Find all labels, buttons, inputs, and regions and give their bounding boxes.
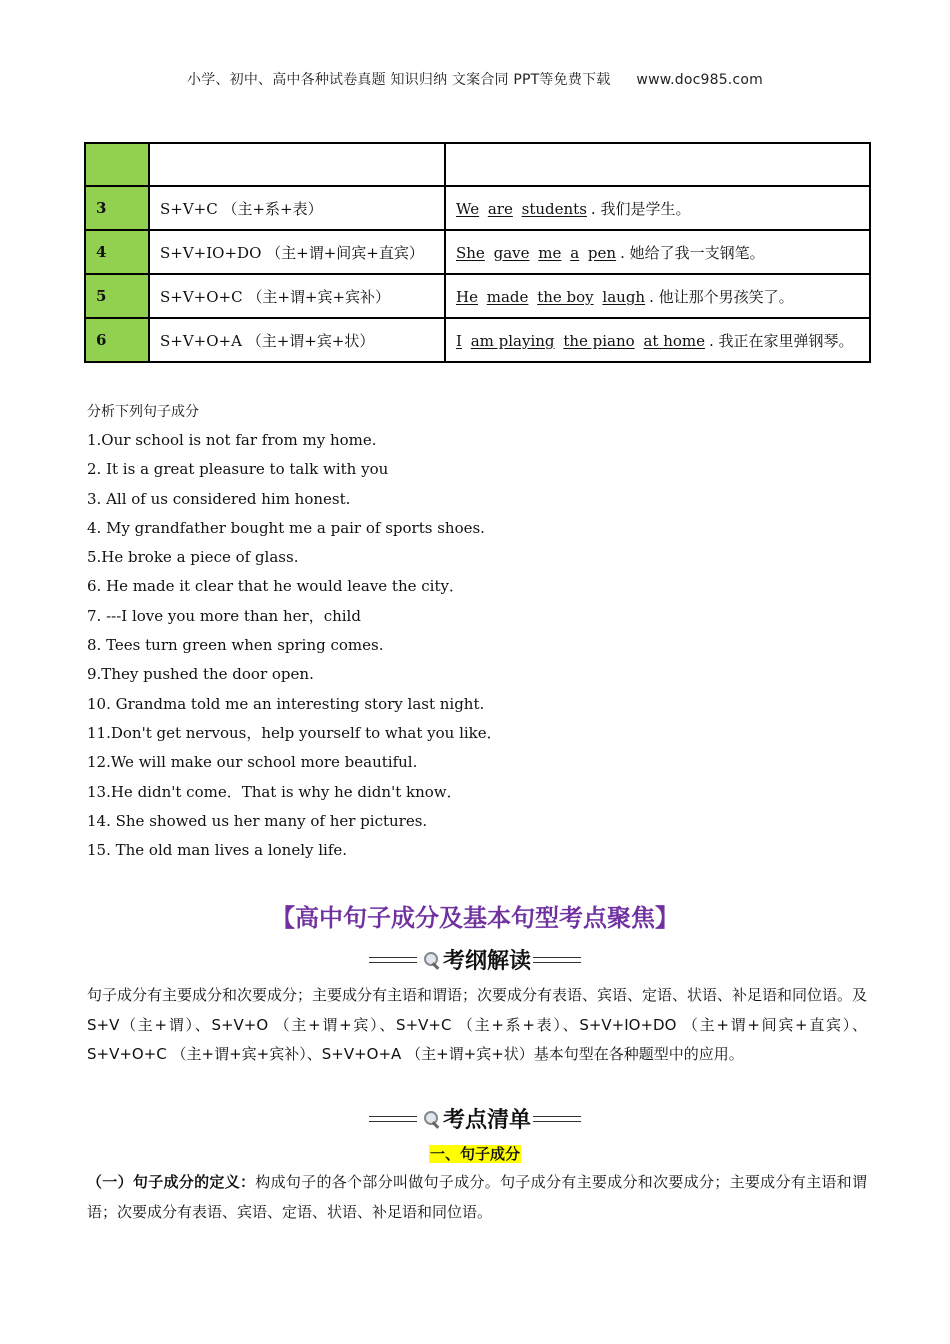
table-cell-num: 3 bbox=[85, 186, 149, 230]
example-verb: made bbox=[486, 287, 529, 306]
list-item: 9.They pushed the door open. bbox=[87, 665, 314, 684]
table-cell-num bbox=[85, 143, 149, 186]
table-row bbox=[85, 318, 870, 362]
header-url[interactable]: www.doc985.com bbox=[636, 72, 763, 88]
list-item: 8. Tees turn green when spring comes. bbox=[87, 636, 384, 655]
checklist-heading bbox=[0, 1103, 950, 1134]
example-object: the boy bbox=[537, 287, 594, 306]
example-adverbial: at home bbox=[643, 331, 705, 350]
list-item: 3. All of us considered him honest. bbox=[87, 489, 351, 508]
definition-label: （一）句子成分的定义： bbox=[87, 1173, 256, 1191]
syllabus-paragraph: 句子成分有主要成分和次要成分；主要成分有主语和谓语；次要成分有表语、宾语、定语、状语、补足语和同位语。及S+V（主+谓）、S+V+O （主+谓+宾）、S+V+C （主+系+表）、S+V+IO+DO （主+谓+间宾+直宾）、S+V+O+C （主+谓+宾+宾补）、S+V+O+A （主+谓+宾+状）基本句型在各种题型中的应用。 bbox=[87, 986, 868, 1063]
list-item: 10. Grandma told me an interesting story last night. bbox=[87, 694, 485, 713]
example-rest: . 我正在家里弹钢琴。 bbox=[709, 331, 854, 350]
list-item: 14. She showed us her many of her pictures. bbox=[87, 811, 428, 830]
double-rule-right bbox=[533, 1116, 581, 1122]
table-cell-num: 6 bbox=[85, 318, 149, 362]
magnifier-icon bbox=[423, 950, 441, 970]
table-cell-pattern: S+V+IO+DO （主+谓+间宾+直宾） bbox=[149, 230, 445, 274]
table-cell-pattern: S+V+O+A （主+谓+宾+状） bbox=[149, 318, 445, 362]
magnifier-icon bbox=[423, 1109, 441, 1129]
exercise-title: 分析下列句子成分 bbox=[87, 404, 199, 420]
double-rule-left bbox=[369, 1116, 417, 1122]
definition-text: 构成句子的各个部分叫做句子成分。句子成分有主要成分和次要成分；主要成分有主语和谓语；次要成分有表语、宾语、定语、状语、补足语和同位语。 bbox=[87, 1173, 867, 1221]
example-subject: We bbox=[456, 199, 480, 218]
table-cell-pattern bbox=[149, 143, 445, 186]
example-object: the piano bbox=[563, 331, 635, 350]
highlight-heading bbox=[0, 1143, 950, 1164]
sentence-pattern-table bbox=[84, 142, 871, 363]
list-item: 6. He made it clear that he would leave the city． bbox=[87, 577, 464, 596]
syllabus-heading-text: 考纲解读 bbox=[442, 949, 531, 974]
table-cell-pattern: S+V+O+C （主+谓+宾+宾补） bbox=[149, 274, 445, 318]
double-rule-right bbox=[533, 957, 581, 963]
example-direct-object: pen bbox=[587, 243, 617, 262]
exercise-list bbox=[87, 430, 867, 869]
table-row bbox=[85, 143, 870, 186]
list-item: 11.Don't get nervous，help yourself to what you like． bbox=[87, 723, 502, 742]
table-row bbox=[85, 274, 870, 318]
table-row bbox=[85, 186, 870, 230]
list-item: 13.He didn't come．That is why he didn't know． bbox=[87, 782, 462, 801]
syllabus-heading bbox=[0, 944, 950, 975]
highlight-heading-text: 一、句子成分 bbox=[429, 1145, 520, 1163]
example-verb: gave bbox=[493, 243, 530, 262]
example-subject: He bbox=[456, 287, 478, 306]
example-rest: . 我们是学生。 bbox=[590, 199, 691, 218]
definition-paragraph bbox=[87, 1168, 867, 1227]
example-complement: laugh bbox=[602, 287, 646, 306]
page-header bbox=[0, 69, 950, 89]
list-item: 4. My grandfather bought me a pair of sports shoes. bbox=[87, 518, 485, 537]
table-cell-example bbox=[445, 230, 870, 274]
exercise-section bbox=[87, 401, 867, 869]
table-cell-example bbox=[445, 318, 870, 362]
list-item: 15. The old man lives a lonely life. bbox=[87, 841, 348, 860]
table-cell-example bbox=[445, 274, 870, 318]
checklist-heading-text: 考点清单 bbox=[442, 1108, 531, 1133]
table-row bbox=[85, 230, 870, 274]
section-title: 【高中句子成分及基本句型考点聚焦】 bbox=[271, 904, 679, 932]
example-verb: am playing bbox=[470, 331, 555, 350]
table-cell-num: 5 bbox=[85, 274, 149, 318]
example-indirect-object: me bbox=[538, 243, 562, 262]
list-item: 7. ---I love you more than her，child bbox=[87, 606, 361, 625]
list-item: 2. It is a great pleasure to talk with you bbox=[87, 460, 389, 479]
example-subject: I bbox=[456, 331, 462, 350]
list-item: 5.He broke a piece of glass. bbox=[87, 548, 299, 567]
example-complement: students bbox=[521, 199, 587, 218]
list-item: 1.Our school is not far from my home. bbox=[87, 431, 377, 449]
example-article: a bbox=[570, 243, 580, 262]
double-rule-left bbox=[369, 957, 417, 963]
table-cell-pattern: S+V+C （主+系+表） bbox=[149, 186, 445, 230]
example-subject: She bbox=[456, 243, 485, 262]
header-text: 小学、初中、高中各种试卷真题 知识归纳 文案合同 PPT等免费下载 bbox=[187, 72, 611, 88]
example-rest: . 她给了我一支钢笔。 bbox=[620, 243, 765, 262]
table-cell-example bbox=[445, 143, 870, 186]
example-rest: . 他让那个男孩笑了。 bbox=[649, 287, 794, 306]
example-verb: are bbox=[487, 199, 513, 218]
table-cell-num: 4 bbox=[85, 230, 149, 274]
table-cell-example bbox=[445, 186, 870, 230]
list-item: 12.We will make our school more beautiful. bbox=[87, 753, 418, 772]
